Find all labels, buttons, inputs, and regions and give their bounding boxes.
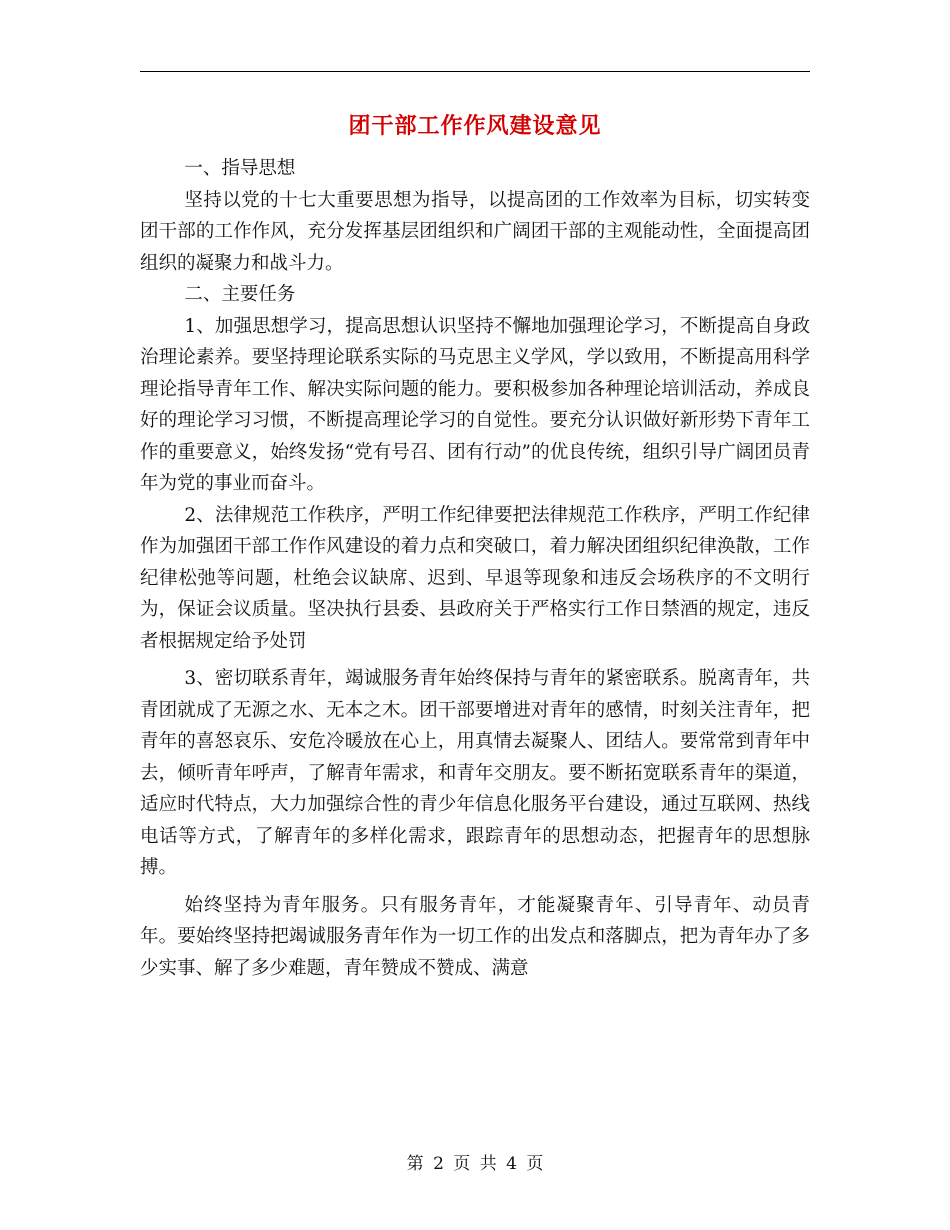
section-heading-main-tasks: 二、主要任务 [184, 284, 296, 305]
document-body [140, 153, 810, 984]
paragraph-task-3: 3、密切联系青年，竭诚服务青年始终保持与青年的紧密联系。脱离青年，共青团就成了无源之水、无本之木。团干部要增进对青年的感情，时刻关注青年，把青年的喜怒哀乐、安危冷暖放在心上，用真情去凝聚人、团结人。要常常到青年中去，倾听青年呼声，了解青年需求，和青年交朋友。要不断拓宽联系青年的渠道，适应时代特点，大力加强综合性的青少年信息化服务平台建设，通过互联网、热线电话等方式，了解青年的多样化需求，跟踪青年的思想动态，把握青年的思想脉搏。 [140, 668, 810, 878]
section-heading-guiding-ideology: 一、指导思想 [184, 158, 296, 179]
page-number: 第 2 页 共 4 页 [406, 1154, 544, 1174]
document-title: 团干部工作作风建设意见 [348, 113, 602, 139]
paragraph-task-1: 1、加强思想学习，提高思想认识坚持不懈地加强理论学习，不断提高自身政治理论素养。要坚持理论联系实际的马克思主义学风，学以致用，不断提高用科学理论指导青年工作、解决实际问题的能力。要积极参加各种理论培训活动，养成良好的理论学习习惯，不断提高理论学习的自觉性。要充分认识做好新形势下青年工作的重要意义，始终发扬“党有号召、团有行动”的优良传统，组织引导广阔团员青年为党的事业而奋斗。 [140, 315, 810, 494]
header-rule [140, 71, 810, 72]
paragraph-guiding-ideology: 坚持以党的十七大重要思想为指导，以提高团的工作效率为目标，切实转变团干部的工作作风，充分发挥基层团组织和广阔团干部的主观能动性，全面提高团组织的凝聚力和战斗力。 [140, 189, 810, 274]
paragraph-serve-youth: 始终坚持为青年服务。只有服务青年，才能凝聚青年、引导青年、动员青年。要始终坚持把竭诚服务青年作为一切工作的出发点和落脚点，把为青年办了多少实事、解了多少难题，青年赞成不赞成、满意 [140, 894, 810, 979]
paragraph-task-2: 2、法律规范工作秩序，严明工作纪律要把法律规范工作秩序，严明工作纪律作为加强团干部工作作风建设的着力点和突破口，着力解决团组织纪律涣散，工作纪律松弛等问题，杜绝会议缺席、迟到、早退等现象和违反会场秩序的不文明行为，保证会议质量。坚决执行县委、县政府关于严格实行工作日禁酒的规定，违反者根据规定给予处罚 [140, 504, 810, 652]
